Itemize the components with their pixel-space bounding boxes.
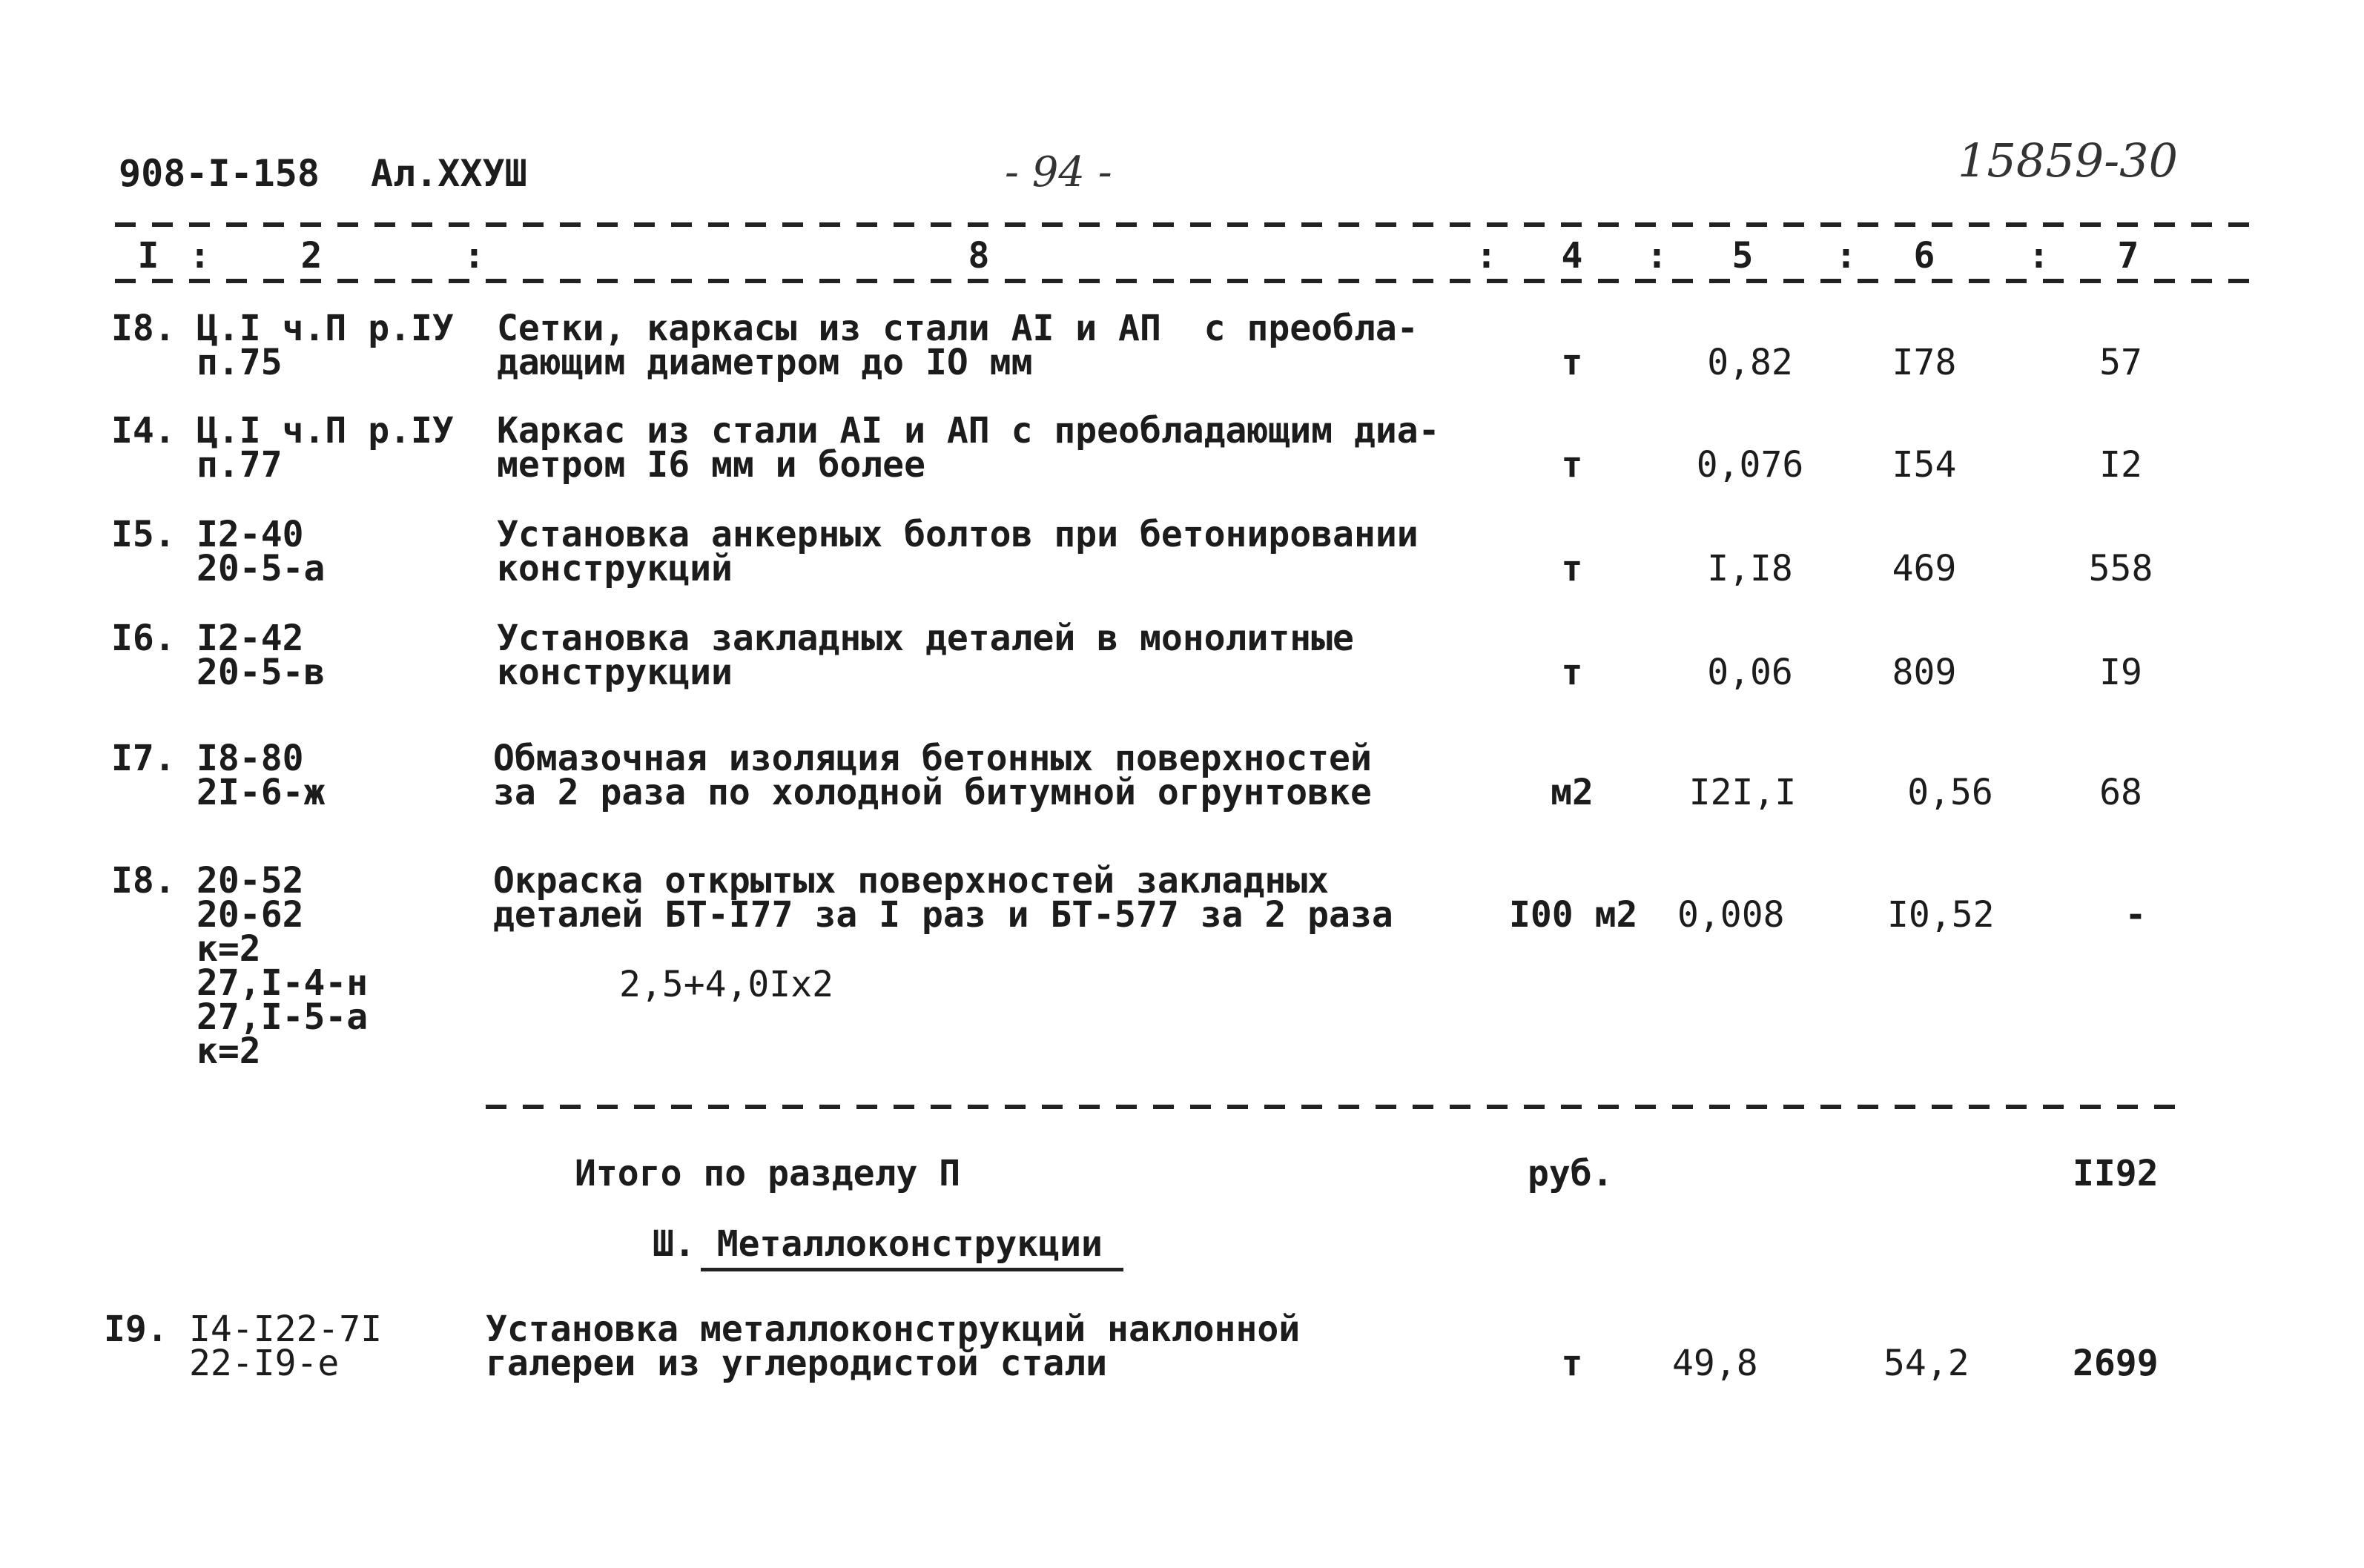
row-price: I54 — [1892, 444, 1957, 486]
row-code: 20-5-в — [197, 652, 326, 693]
row-code: I2-42 — [197, 618, 304, 659]
col-sep: : — [2028, 235, 2050, 277]
row-qty: 0,076 — [1696, 444, 1804, 486]
section-title-underline — [701, 1268, 1123, 1271]
row-unit: I00 м2 — [1509, 894, 1638, 936]
row-code: 20-62 — [197, 894, 304, 936]
row-qty: I,I8 — [1707, 548, 1793, 589]
row-code: к=2 — [197, 928, 261, 970]
doc-code: 908-I-158 — [119, 152, 320, 195]
row-description: галереи из углеродистой стали — [486, 1343, 1108, 1384]
subtotal-unit: руб. — [1528, 1153, 1614, 1194]
row-code: 20-52 — [197, 860, 304, 902]
row-code: I2-40 — [197, 514, 304, 555]
row-unit: т — [1561, 444, 1583, 486]
col-sep: : — [189, 235, 211, 277]
col-sep: : — [1476, 235, 1497, 277]
row-description: конструкций — [497, 548, 733, 589]
row-total: 57 — [2099, 342, 2142, 383]
col-header-1: I — [137, 235, 159, 277]
row-unit: т — [1561, 548, 1583, 589]
row-total: I9 — [2099, 652, 2142, 693]
row-code: 22-I9-е — [189, 1343, 340, 1384]
row-code: Ц.I ч.П р.IУ — [197, 308, 454, 349]
row-qty: 49,8 — [1672, 1343, 1758, 1384]
row-description: за 2 раза по холодной битумной огрунтовке — [493, 772, 1372, 813]
col-sep: : — [463, 235, 485, 277]
row-total: 68 — [2099, 772, 2142, 813]
row-price: 469 — [1892, 548, 1957, 589]
col-header-2: 2 — [300, 235, 323, 277]
row-unit: т — [1561, 342, 1583, 383]
row-description: Установка закладных деталей в монолитные — [497, 618, 1354, 659]
album-number: Ал.XXУШ — [371, 152, 527, 195]
row-description: дающим диаметром до IO мм — [497, 342, 1033, 383]
col-header-4: 4 — [1561, 235, 1583, 277]
row-description: конструкции — [497, 652, 733, 693]
row-total: I2 — [2099, 444, 2142, 486]
col-header-3: 8 — [968, 235, 990, 277]
row-description: Сетки, каркасы из стали AI и АП с преобла- — [497, 308, 1419, 349]
row-code: 2I-6-ж — [197, 772, 326, 813]
col-header-5: 5 — [1731, 235, 1754, 277]
row-price: 54,2 — [1883, 1343, 1970, 1384]
row-unit: м2 — [1551, 772, 1594, 813]
header-rule-bottom — [115, 279, 2265, 283]
row-total: - — [2124, 894, 2147, 936]
row-description: Каркас из стали AI и АП с преобладающим диа- — [497, 410, 1440, 451]
row-code: п.75 — [197, 342, 283, 383]
row-number: I7. — [111, 738, 176, 779]
row-number: I8. — [111, 308, 176, 349]
col-header-7: 7 — [2117, 235, 2139, 277]
row-description: Установка анкерных болтов при бетонировании — [497, 514, 1419, 555]
row-price: I0,52 — [1887, 894, 1995, 936]
row-unit: т — [1561, 652, 1583, 693]
row-code: 27,I-4-н — [197, 962, 369, 1004]
row-price: 0,56 — [1907, 772, 1993, 813]
row-code: Ц.I ч.П р.IУ — [197, 410, 454, 451]
row-qty: 0,06 — [1707, 652, 1793, 693]
row-code: 27,I-5-а — [197, 996, 369, 1038]
row-qty: 0,008 — [1677, 894, 1785, 936]
row-code: к=2 — [197, 1031, 261, 1072]
row-number: I8. — [111, 860, 176, 902]
subtotal-divider — [486, 1105, 2184, 1109]
row-description: Установка металлоконструкций наклонной — [486, 1309, 1301, 1350]
row-formula: 2,5+4,0Iх2 — [619, 964, 833, 1005]
header-rule-top — [115, 222, 2265, 227]
row-total: 558 — [2088, 548, 2153, 589]
row-code: I4-I22-7I — [189, 1309, 383, 1350]
subtotal-total: II92 — [2073, 1153, 2159, 1194]
row-price: 809 — [1892, 652, 1957, 693]
col-header-6: 6 — [1913, 235, 1935, 277]
col-sep: : — [1646, 235, 1668, 277]
row-code: п.77 — [197, 444, 283, 486]
row-number: I9. — [104, 1309, 168, 1350]
row-number: I6. — [111, 618, 176, 659]
row-number: I5. — [111, 514, 176, 555]
handwritten-number: 15859-30 — [1958, 133, 2179, 188]
row-description: деталей БТ-I77 за I раз и БТ-577 за 2 раза — [493, 894, 1393, 936]
row-description: Окраска открытых поверхностей закладных — [493, 860, 1330, 902]
row-total: 2699 — [2073, 1343, 2159, 1384]
row-code: 20-5-а — [197, 548, 326, 589]
row-description: метром I6 мм и более — [497, 444, 925, 486]
row-qty: 0,82 — [1707, 342, 1793, 383]
row-code: I8-80 — [197, 738, 304, 779]
row-qty: I2I,I — [1688, 772, 1797, 813]
page-number: - 94 - — [1005, 148, 1112, 196]
row-price: I78 — [1892, 342, 1957, 383]
section-title: Ш. Металлоконструкции — [653, 1223, 1103, 1265]
subtotal-label: Итого по разделу П — [575, 1153, 961, 1194]
row-unit: т — [1561, 1343, 1583, 1384]
row-description: Обмазочная изоляция бетонных поверхностей — [493, 738, 1372, 779]
row-number: I4. — [111, 410, 176, 451]
col-sep: : — [1835, 235, 1857, 277]
